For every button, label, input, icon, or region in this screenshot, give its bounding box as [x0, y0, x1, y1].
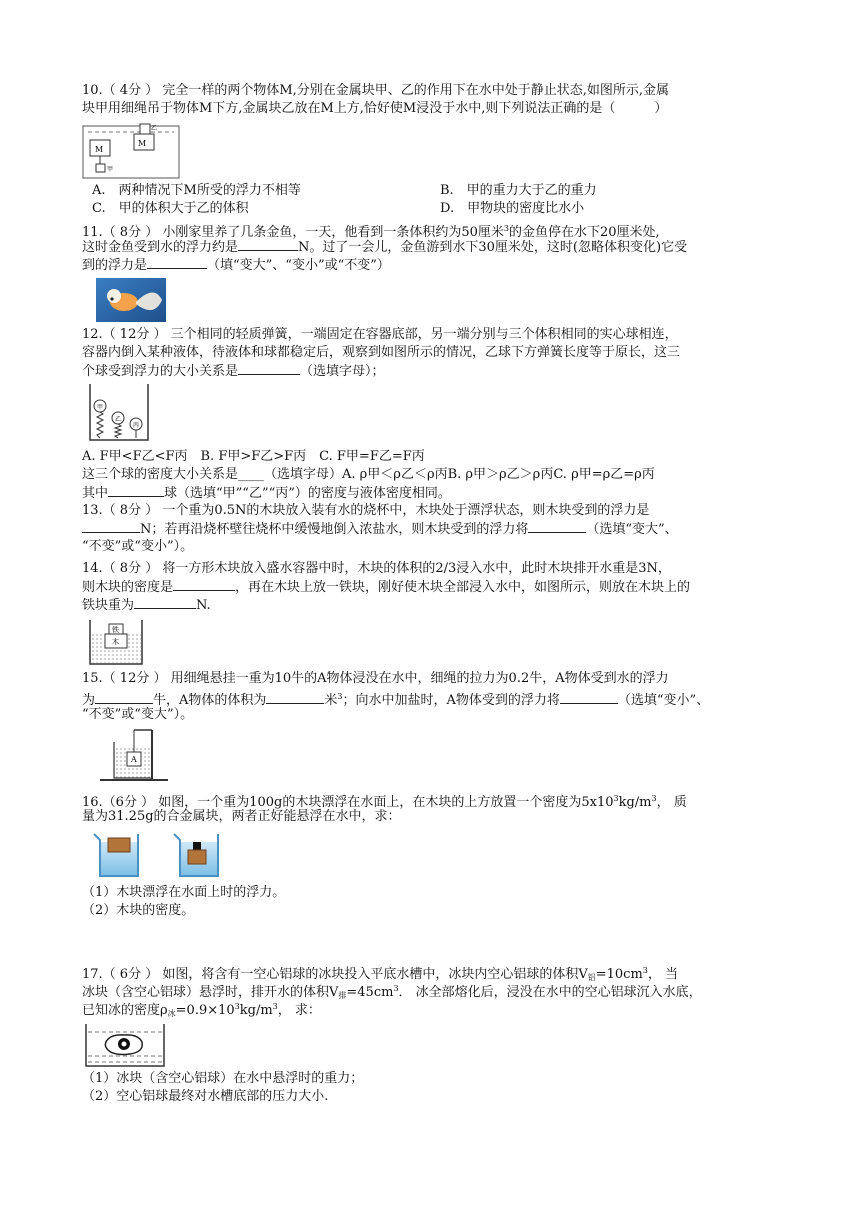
- q12-spring-figure: [88, 382, 150, 442]
- q12-same-density-line: 其中 球（选填“甲”“乙”“丙”）的密度与液体密度相同。: [82, 486, 451, 501]
- q11-line1: 11.（ 8分 ） 小刚家里养了几条金鱼，一天，他看到一条体积约为50厘米$^3$的金鱼停在水下20厘米处,: [82, 224, 660, 240]
- q15-blank-2[interactable]: [266, 691, 324, 704]
- q12-blank-1[interactable]: [238, 362, 300, 375]
- q16-sub2: （2）木块的密度。: [82, 903, 195, 918]
- q16-figure: [90, 830, 230, 878]
- q12-line1: 12.（ 12分 ） 三个相同的轻质弹簧，一端固定在容器底部，另一端分别与三个体积相同的实心球相连，: [82, 327, 678, 342]
- q15-figure: [100, 728, 168, 782]
- q10-option-c: C. 甲的体积大于乙的体积: [92, 201, 249, 216]
- q12-label-yi: 乙: [115, 416, 122, 423]
- q13-blank-2[interactable]: [528, 520, 586, 533]
- q17-line3: 已知冰的密度$\rho_冰=0.9\times 10^3kg/m^3$， 求：: [82, 1002, 321, 1018]
- q15-blank-3[interactable]: [560, 691, 618, 704]
- q12-label-bing: 丙: [133, 422, 140, 429]
- q10-label-jia: 甲: [107, 166, 114, 173]
- q10-figure: [82, 118, 182, 180]
- q10-line1: 10.（ 4分 ） 完全一样的两个物体M,分别在金属块甲、乙的作用下在水中处于静止状态,如图所示,金属: [82, 83, 670, 98]
- q15-blank-1[interactable]: [95, 691, 153, 704]
- q16-sub1: （1）木块漂浮在水面上时的浮力。: [82, 885, 286, 900]
- q10-label-m1: M: [95, 145, 104, 154]
- q11-line2: 这时金鱼受到水的浮力约是 N。过了一会儿，金鱼游到水下30厘米处，这时(忽略体积变化)它受: [82, 240, 688, 255]
- q13-line1: 13.（ 8分 ） 一个重为0.5N的木块放入装有水的烧杯中，木块处于漂浮状态，则木块受到的浮力是: [82, 503, 650, 518]
- q12-label-jia: 甲: [97, 404, 104, 411]
- q14-blank-2[interactable]: [134, 596, 196, 609]
- q14-label-iron: 铁: [112, 626, 119, 634]
- q14-figure: [88, 618, 144, 666]
- q14-line2: 则木块的密度是 ，再在木块上放一铁块，刚好使木块全部浸入水中，如图所示，则放在木块上的: [82, 580, 691, 595]
- q12-options: A. F甲<F乙<F丙 B. F甲>F乙>F丙 C. F甲=F乙=F丙: [82, 449, 425, 464]
- q12-density-line: 这三个球的密度大小关系是____（选填字母）A. ρ甲＜ρ乙＜ρ丙B. ρ甲＞ρ乙＞ρ丙C. ρ甲=ρ乙=ρ丙: [82, 467, 655, 482]
- q14-line3: 铁块重为 N.: [82, 598, 211, 613]
- q12-blank-2[interactable]: [108, 484, 164, 497]
- q13-line2: N；若再沿烧杯壁往烧杯中缓慢地倒入浓盐水，则木块受到的浮力将 （选填“变大”、: [82, 520, 678, 539]
- q16-line1: 16.（6分 ） 如图，一个重为100g的木块漂浮在水面上，在木块的上方放置一个密度为$5x10^3kg/m^3$， 质: [82, 794, 687, 810]
- q16-line2: 量为31.25g的合金属块，两者正好能悬浮在水中，求：: [82, 809, 401, 824]
- q13-line3: “不变”或“变小”）。: [82, 539, 194, 554]
- q17-line1: 17.（ 6分 ） 如图，将含有一空心铝球的冰块投入平底水槽中，冰块内空心铝球的体积$V_铝=10cm^3$， 当: [82, 966, 679, 982]
- q15-label-a: A: [131, 755, 137, 764]
- q10-line2: 块甲用细绳吊于物体M下方,金属块乙放在M上方,恰好使M浸没于水中,则下列说法正确的是（ ）: [82, 101, 668, 116]
- q10-option-a: A. 两种情况下M所受的浮力不相等: [92, 183, 301, 198]
- q10-label-yi: 乙: [151, 125, 158, 132]
- q17-sub1: （1）冰块（含空心铝球）在水中悬浮时的重力；: [82, 1071, 364, 1086]
- q17-line2: 冰块（含空心铝球）悬浮时，排开水的体积$V_排=45cm^3$． 冰全部熔化后，浸没在水中的空心铝球沉入水底，: [82, 984, 702, 1000]
- q12-line3: 个球受到浮力的大小关系是 （选填字母）；: [82, 364, 385, 379]
- goldfish-photo: [96, 278, 166, 322]
- q10-option-b: B. 甲的重力大于乙的重力: [440, 183, 597, 198]
- q14-label-wood: 木: [112, 638, 119, 646]
- q14-line1: 14.（ 8分 ） 将一方形木块放入盛水容器中时，木块的体积的2/3浸入水中，此时木块排开水重是3N，: [82, 561, 671, 576]
- q11-blank-1[interactable]: [238, 238, 298, 251]
- q14-blank-1[interactable]: [173, 578, 235, 591]
- q12-line2: 容器内倒入某种液体，待液体和球都稳定后，观察到如图所示的情况，乙球下方弹簧长度等于原长，这三: [82, 345, 681, 360]
- q11-line3: 到的浮力是 （填“变大”、“变小”或“不变”）: [82, 258, 390, 273]
- q15-line1: 15.（ 12分 ） 用细绳悬挂一重为10牛的A物体浸没在水中，细绳的拉力为0.2牛，A物体受到水的浮力: [82, 671, 669, 686]
- q15-line2: 为 牛，A物体的体积为 米$^3$；向水中加盐时，A物体受到的浮力将 （选填“变小”、: [82, 692, 710, 708]
- q11-blank-2[interactable]: [147, 256, 207, 269]
- q17-sub2: （2）空心铝球最终对水槽底部的压力大小.: [82, 1089, 329, 1104]
- q10-label-m2: M: [138, 139, 147, 148]
- q15-line3: “不变”或“变大”）。: [82, 707, 194, 722]
- q10-option-d: D. 甲物块的密度比水小: [440, 201, 585, 216]
- q13-blank-1[interactable]: [82, 520, 140, 533]
- q17-figure: [84, 1022, 166, 1068]
